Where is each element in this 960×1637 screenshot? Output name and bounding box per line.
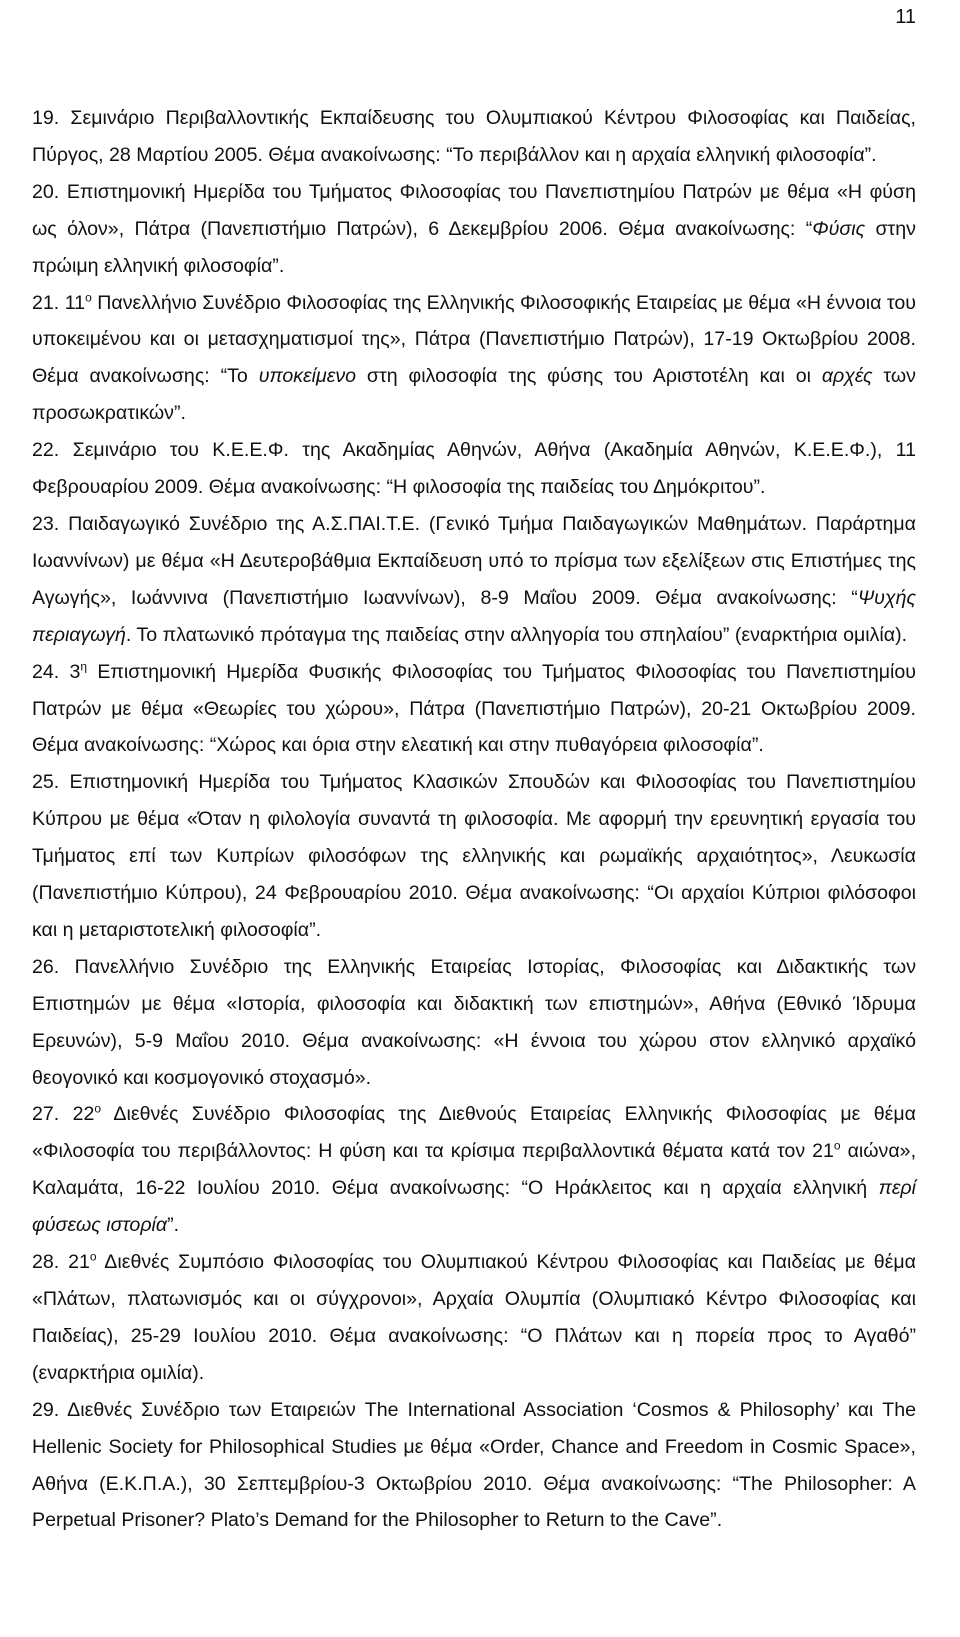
list-item-text: Σεμινάριο του Κ.Ε.Ε.Φ. της Ακαδημίας Αθηνών, Αθήνα (Ακαδημία Αθηνών, Κ.Ε.Ε.Φ.), 11 Φεβρουαρίου 2009. Θέμα ανακοίνωσης: “Η φιλοσοφία της παιδείας του Δημόκριτου”.	[32, 439, 916, 499]
list-item-text: Επιστημονική Ημερίδα Φυσικής Φιλοσοφίας του Τμήματος Φιλοσοφίας του Πανεπιστημίου Πατρών με θέμα «Θεωρίες του χώρου», Πάτρα (Πανεπιστήμιο Πατρών), 20-21 Οκτωβρίου 2009. Θέμα ανακοίνωσης: “Χώρος και όρια στην ελεατική και στην πυθαγόρεια φιλοσοφία”.	[32, 660, 916, 757]
list-item-number: 22.	[32, 439, 60, 462]
ordinal-superscript: η	[80, 659, 88, 674]
list-item-text: 3	[69, 660, 81, 683]
list-item	[32, 764, 916, 949]
emphasized-text: Ψυχής περιαγωγή	[32, 586, 916, 646]
emphasized-text: υποκείμενο	[258, 365, 357, 388]
list-item-text: Διεθνές Συμπόσιο Φιλοσοφίας του Ολυμπιακού Κέντρου Φιλοσοφίας και Παιδείας με θέμα «Πλάτων, πλατωνισμός και οι σύγχρονοι», Αρχαία Ολυμπία (Ολυμπιακό Κέντρο Φιλοσοφίας και Παιδείας), 25-29 Ιουλίου 2010. Θέμα ανακοίνωσης: “Ο Πλάτων και η πορεία προς το Αγαθό” (εναρκτήρια ομιλία).	[32, 1251, 916, 1384]
list-item-text: στη φιλοσοφία της φύσης του Αριστοτέλη και οι	[356, 365, 822, 388]
list-item-text: Σεμινάριο Περιβαλλοντικής Εκπαίδευσης του Ολυμπιακού Κέντρου Φιλοσοφίας και Παιδείας, Πύργος, 28 Μαρτίου 2005. Θέμα ανακοίνωσης: “Το περιβάλλον και η αρχαία ελληνική φιλοσοφία”.	[32, 107, 916, 166]
list-item-text: 21	[68, 1251, 90, 1274]
list-item	[32, 506, 916, 654]
list-item	[32, 1392, 916, 1540]
list-item-text: 22	[72, 1103, 95, 1126]
list-item-text: Παιδαγωγικό Συνέδριο της Α.Σ.ΠΑΙ.Τ.Ε. (Γενικό Τμήμα Παιδαγωγικών Μαθημάτων. Παράρτημα Ιωαννίνων) με θέμα «Η Δευτεροβάθμια Εκπαίδευση υπό το πρίσμα των εξελίξεων στις Επιστήμες της Αγωγής», Ιωάννινα (Πανεπιστήμιο Ιωαννίνων), 8-9 Μαΐου 2009. Θέμα ανακοίνωσης: “	[32, 512, 916, 609]
emphasized-text: περί φύσεως ιστορία	[32, 1177, 916, 1237]
ordinal-superscript: ο	[833, 1138, 841, 1153]
list-item	[32, 1096, 916, 1244]
list-item	[32, 432, 916, 506]
list-item-text: Επιστημονική Ημερίδα του Τμήματος Φιλοσοφίας του Πανεπιστημίου Πατρών με θέμα «Η φύση ως όλον», Πάτρα (Πανεπιστήμιο Πατρών), 6 Δεκεμβρίου 2006. Θέμα ανακοίνωσης: “	[32, 180, 916, 240]
list-item	[32, 174, 916, 285]
list-item-number: 21.	[32, 291, 60, 314]
page-number: 11	[895, 6, 916, 28]
list-item-number: 25.	[32, 771, 60, 794]
conference-list	[32, 100, 916, 1539]
list-item	[32, 285, 916, 433]
list-item	[32, 949, 916, 1097]
list-item-number: 23.	[32, 512, 60, 535]
ordinal-superscript: ο	[85, 290, 92, 304]
list-item	[32, 100, 916, 174]
list-item-text: . Το πλατωνικό πρόταγμα της παιδείας στην αλληγορία του σπηλαίου” (εναρκτήρια ομιλία).	[125, 623, 908, 646]
list-item-number: 26.	[32, 955, 60, 978]
ordinal-superscript: ο	[94, 1101, 102, 1116]
list-item-number: 24.	[32, 660, 60, 683]
list-item-text: στην πρώιμη ελληνική φιλοσοφία”.	[32, 217, 916, 277]
list-item-number: 19.	[32, 107, 60, 129]
list-item-number: 20.	[32, 180, 60, 203]
list-item-text: Διεθνές Συνέδριο των Εταιρειών The International Association ‘Cosmos & Philosophy’ και The Hellenic Society for Philosophical Studies με θέμα «Order, Chance and Freedom in Cosmic Space», Αθήνα (Ε.Κ.Π.Α.), 30 Σεπτεμβρίου-3 Οκτωβρίου 2010. Θέμα ανακοίνωσης: “The Philosopher: A Perpetual Prisoner? Plato’s Demand for the Philosopher to Return to the Cave”.	[32, 1398, 916, 1532]
list-item-text: αιώνα», Καλαμάτα, 16-22 Ιουλίου 2010. Θέμα ανακοίνωσης: “Ο Ηράκλειτος και η αρχαία ελληνική	[32, 1140, 917, 1200]
list-item-number: 27.	[32, 1103, 60, 1126]
list-item	[32, 654, 916, 765]
list-item-number: 29.	[32, 1398, 60, 1421]
list-item-text: Επιστημονική Ημερίδα του Τμήματος Κλασικών Σπουδών και Φιλοσοφίας του Πανεπιστημίου Κύπρου με θέμα «Όταν η φιλολογία συναντά τη φιλοσοφία. Με αφορμή την ερευνητική εργασία του Τμήματος επί των Κυπρίων φιλοσόφων της ελληνικής και ρωμαϊκής αρχαιότητος», Λευκωσία (Πανεπιστήμιο Κύπρου), 24 Φεβρουαρίου 2010. Θέμα ανακοίνωσης: “Οι αρχαίοι Κύπριοι φιλόσοφοι και η μεταριστοτελική φιλοσοφία”.	[32, 771, 916, 941]
list-item-text: των προσωκρατικών”.	[32, 365, 916, 425]
list-item-text: Πανελλήνιο Συνέδριο Φιλοσοφίας της Ελληνικής Φιλοσοφικής Εταιρείας με θέμα «Η έννοια του υποκειμένου και οι μετασχηματισμοί της», Πάτρα (Πανεπιστήμιο Πατρών), 17-19 Οκτωβρίου 2008. Θέμα ανακοίνωσης: “Το	[32, 291, 916, 388]
list-item-text: ”.	[167, 1214, 180, 1237]
ordinal-superscript: ο	[89, 1249, 97, 1264]
list-item-text: Πανελλήνιο Συνέδριο της Ελληνικής Εταιρείας Ιστορίας, Φιλοσοφίας και Διδακτικής των Επιστημών με θέμα «Ιστορία, φιλοσοφία και διδακτική των επιστημών», Αθήνα (Εθνικό Ίδρυμα Ερευνών), 5-9 Μαΐου 2010. Θέμα ανακοίνωσης: «Η έννοια του χώρου στον ελληνικό αρχαϊκό θεογονικό και κοσμογονικό στοχασμό».	[32, 955, 916, 1089]
list-item-text: Διεθνές Συνέδριο Φιλοσοφίας της Διεθνούς Εταιρείας Ελληνικής Φιλοσοφίας με θέμα «Φιλοσοφία του περιβάλλοντος: Η φύση και τα κρίσιμα περιβαλλοντικά θέματα κατά τον 21	[32, 1103, 917, 1163]
list-item-text: 11	[64, 291, 86, 314]
list-item	[32, 1244, 916, 1392]
emphasized-text: αρχές	[821, 365, 873, 388]
list-item-number: 28.	[32, 1251, 60, 1274]
emphasized-text: Φύσις	[812, 217, 866, 240]
